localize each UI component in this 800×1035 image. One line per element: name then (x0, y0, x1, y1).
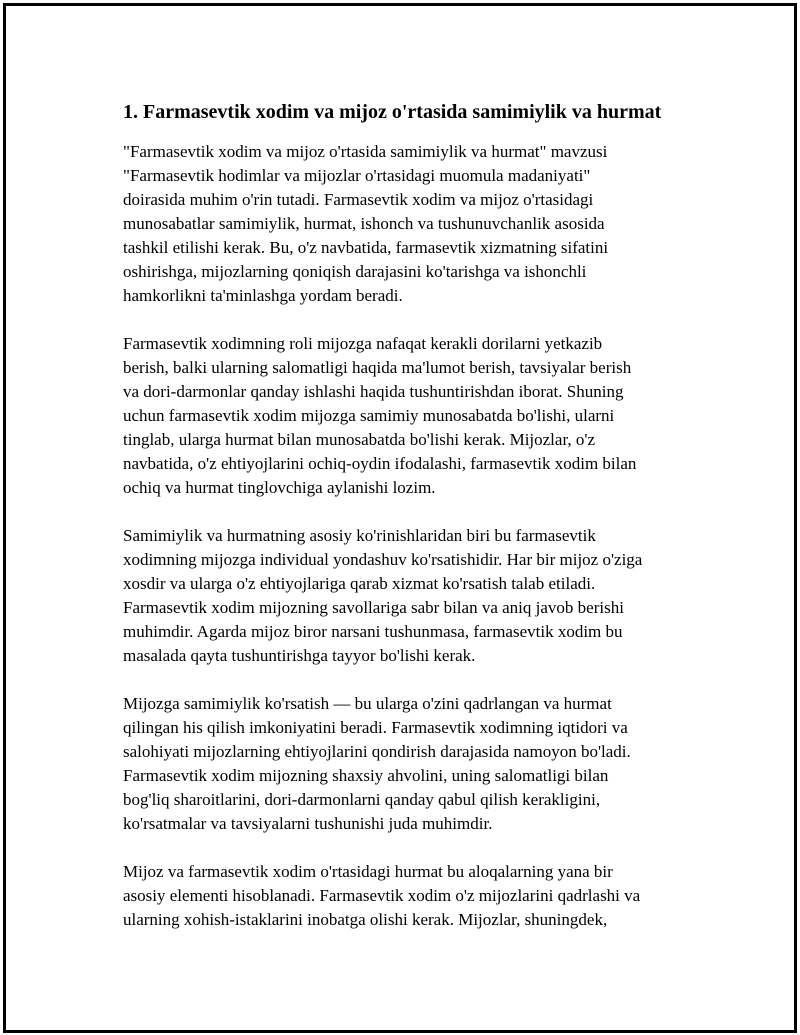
text-line: navbatida, o'z ehtiyojlarini ochiq-oydin ifodalashi, farmasevtik xodim bilan (123, 454, 637, 473)
text-line: salohiyati mijozlarning ehtiyojlarini qondirish darajasida namoyon bo'ladi. (123, 742, 631, 761)
text-line: munosabatlar samimiylik, hurmat, ishonch va tushunuvchanlik asosida (123, 214, 605, 233)
paragraph-3 (123, 524, 703, 668)
text-line: Farmasevtik xodimning roli mijozga nafaqat kerakli dorilarni yetkazib (123, 334, 603, 353)
text-line: uchun farmasevtik xodim mijozga samimiy munosabatda bo'lishi, ularni (123, 406, 615, 425)
text-line: Mijoz va farmasevtik xodim o'rtasidagi hurmat bu aloqalarning yana bir (123, 862, 613, 881)
text-line: Mijozga samimiylik ko'rsatish — bu ularga o'zini qadrlangan va hurmat (123, 694, 612, 713)
text-line: Samimiylik va hurmatning asosiy ko'rinishlaridan biri bu farmasevtik (123, 526, 596, 545)
text-line: hamkorlikni ta'minlashga yordam beradi. (123, 286, 403, 305)
text-line: tinglab, ularga hurmat bilan munosabatda bo'lishi kerak. Mijozlar, o'z (123, 430, 596, 449)
text-line: "Farmasevtik xodim va mijoz o'rtasida samimiylik va hurmat" mavzusi (123, 142, 608, 161)
paragraph-4 (123, 692, 703, 836)
text-line: Farmasevtik xodim mijozning savollariga sabr bilan va aniq javob berishi (123, 598, 624, 617)
text-line: muhimdir. Agarda mijoz biror narsani tushunmasa, farmasevtik xodim bu (123, 622, 623, 641)
text-line: oshirishga, mijozlarning qoniqish darajasini ko'tarishga va ishonchli (123, 262, 587, 281)
document-body (123, 100, 703, 956)
text-line: xosdir va ularga o'z ehtiyojlariga qarab xizmat ko'rsatish talab etiladi. (123, 574, 596, 593)
section-heading: 1. Farmasevtik xodim va mijoz o'rtasida samimiylik va hurmat (123, 101, 662, 123)
paragraph-2 (123, 332, 703, 500)
paragraph-1 (123, 140, 703, 308)
paragraph-5 (123, 860, 703, 932)
text-line: va dori-darmonlar qanday ishlashi haqida tushuntirishdan iborat. Shuning (123, 382, 624, 401)
text-line: masalada qayta tushuntirishga tayyor bo'lishi kerak. (123, 646, 476, 665)
text-line: Farmasevtik xodim mijozning shaxsiy ahvolini, uning salomatligi bilan (123, 766, 609, 785)
text-line: ularning xohish-istaklarini inobatga olishi kerak. Mijozlar, shuningdek, (123, 910, 608, 929)
text-line: qilingan his qilish imkoniyatini beradi. Farmasevtik xodimning iqtidori va (123, 718, 628, 737)
text-line: ochiq va hurmat tinglovchiga aylanishi lozim. (123, 478, 436, 497)
text-line: "Farmasevtik hodimlar va mijozlar o'rtasidagi muomula madaniyati" (123, 166, 591, 185)
text-line: doirasida muhim o'rin tutadi. Farmasevtik xodim va mijoz o'rtasidagi (123, 190, 594, 209)
text-line: xodimning mijozga individual yondashuv ko'rsatishidir. Har bir mijoz o'ziga (123, 550, 643, 569)
text-line: berish, balki ularning salomatligi haqida ma'lumot berish, tavsiyalar berish (123, 358, 632, 377)
text-line: bog'liq sharoitlarini, dori-darmonlarni qanday qabul qilish kerakligini, (123, 790, 601, 809)
text-line: asosiy elementi hisoblanadi. Farmasevtik xodim o'z mijozlarini qadrlashi va (123, 886, 641, 905)
text-line: tashkil etilishi kerak. Bu, o'z navbatida, farmasevtik xizmatning sifatini (123, 238, 609, 257)
page-frame (3, 3, 797, 1033)
text-line: ko'rsatmalar va tavsiyalarni tushunishi juda muhimdir. (123, 814, 493, 833)
